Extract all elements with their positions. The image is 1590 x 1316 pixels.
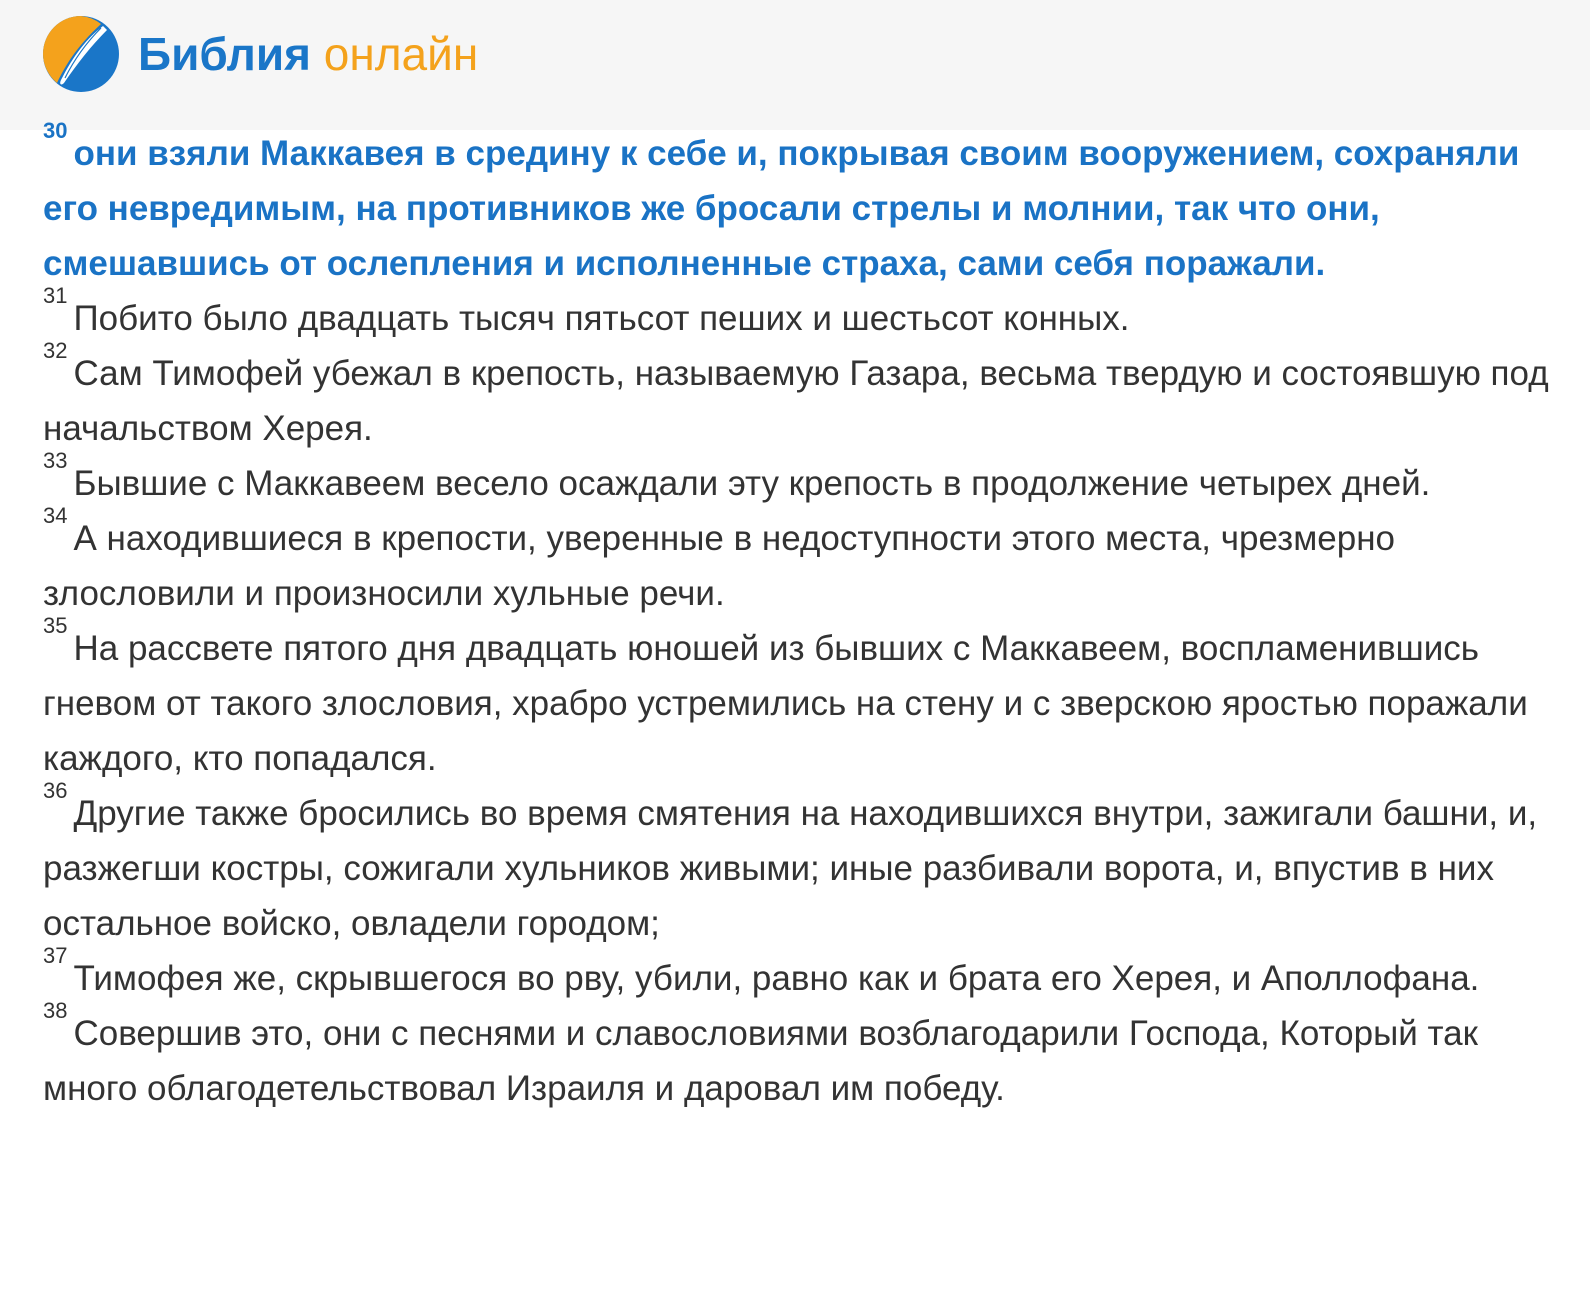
- verse-list: [43, 118, 1555, 1116]
- verse-number[interactable]: 33: [43, 448, 68, 473]
- quill-logo-icon[interactable]: [43, 16, 119, 92]
- verse-text: Тимофея же, скрывшегося во рву, убили, равно как и брата его Херея, и Аполлофана.: [73, 959, 1480, 998]
- verse-text: Побито было двадцать тысяч пятьсот пеших и шестьсот конных.: [73, 299, 1130, 338]
- verse: [43, 778, 1555, 951]
- site-header: [0, 0, 1590, 130]
- verse-number[interactable]: 30: [43, 118, 68, 143]
- verse-number[interactable]: 35: [43, 613, 68, 638]
- site-brand[interactable]: [138, 26, 478, 82]
- verse-number[interactable]: 32: [43, 338, 68, 363]
- verse-number[interactable]: 36: [43, 778, 68, 803]
- brand-name: Библия: [138, 28, 311, 80]
- verse-text: Совершив это, они с песнями и славословиями возблагодарили Господа, Который так много облагодетельствовал Израиля и даровал им победу.: [43, 1014, 1478, 1108]
- verse-text: они взяли Маккавея в средину к себе и, покрывая своим вооружением, сохраняли его невредимым, на противников же бросали стрелы и молнии, так что они, смешавшись от ослепления и исполненные страха, сами себя поражали.: [43, 134, 1520, 283]
- verse: [43, 613, 1555, 786]
- verse-text: А находившиеся в крепости, уверенные в недоступности этого места, чрезмерно злословили и произносили хульные речи.: [43, 519, 1395, 613]
- verse-number[interactable]: 38: [43, 998, 68, 1023]
- verse-text: Другие также бросились во время смятения на находившихся внутри, зажигали башни, и, разжегши костры, сожигали хульников живыми; иные разбивали ворота, и, впустив в них остальное войско, овладели городом;: [43, 794, 1538, 943]
- verse: [43, 283, 1555, 346]
- verse: [43, 338, 1555, 456]
- verse-text: На рассвете пятого дня двадцать юношей из бывших с Маккавеем, воспламенившись гневом от такого злословия, храбро устремились на стену и с зверскою яростью поражали каждого, кто попадался.: [43, 629, 1528, 778]
- verse: [43, 503, 1555, 621]
- verse: [43, 943, 1555, 1006]
- verse: [43, 448, 1555, 511]
- verse: [43, 998, 1555, 1116]
- verse-text: Бывшие с Маккавеем весело осаждали эту крепость в продолжение четырех дней.: [73, 464, 1431, 503]
- verse-highlighted: [43, 118, 1555, 291]
- verse-number[interactable]: 31: [43, 283, 68, 308]
- verse-number[interactable]: 37: [43, 943, 68, 968]
- verse-text: Сам Тимофей убежал в крепость, называемую Газара, весьма твердую и состоявшую под начальством Херея.: [43, 354, 1549, 448]
- brand-suffix: онлайн: [323, 28, 479, 80]
- verse-number[interactable]: 34: [43, 503, 68, 528]
